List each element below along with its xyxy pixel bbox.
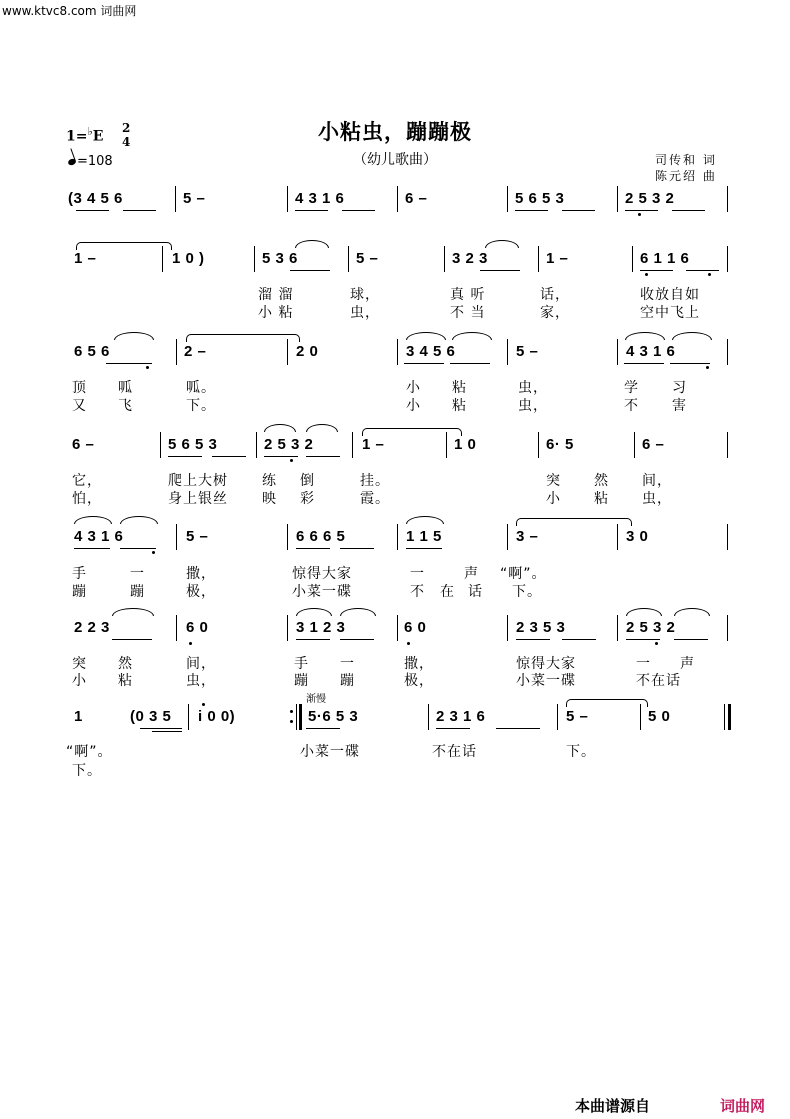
measure: 5 – [516,343,539,360]
lyric-line-2: 虫， [642,491,672,507]
measure: 6 – [642,436,665,453]
lyric-line-1: 撒， [404,656,434,672]
low-octave-dot [152,551,155,554]
beam-underline [340,548,374,549]
lyric-line-1: 练 [262,473,277,489]
tie-arc [186,334,300,342]
bar-line [617,524,618,550]
lyric-line-2: 虫， [350,305,380,321]
measure: 2 5 3 2 [264,436,314,453]
measure: 1 – [546,250,569,267]
beam-underline [106,363,152,364]
lyric-line-1: 突 [546,473,561,489]
measure: 1 – [74,250,97,267]
lyric-line-1: 不在话 [432,744,477,760]
lyric-line-2: 彩 [300,491,315,507]
bar-line [538,246,539,272]
beam-underline [140,728,182,729]
beam-underline [306,728,340,729]
measure: 1 1 5 [406,528,442,545]
measure: 3 1 2 3 [296,619,346,636]
bar-line [428,704,429,730]
slur-arc [296,608,332,616]
slur-arc [112,608,154,616]
measure: 1 [74,708,83,725]
beam-underline [74,548,110,549]
measure: 4 3 1 6 [74,528,124,545]
beam-underline [295,210,328,211]
ritardando-mark: 渐慢 [306,694,326,705]
lyric-line-2: 霞。 [360,491,390,507]
beam-underline [624,363,664,364]
beam-underline [76,210,109,211]
measure: 2 5 3 2 [625,190,675,207]
measure: 5 0 [648,708,671,725]
lyric-line-1: 手 [72,566,87,582]
low-octave-dot [708,273,711,276]
measure: 6· 5 [546,436,574,453]
measure: (3 4 5 6 [68,190,123,207]
measure: 5·6 5 3 [308,708,359,725]
lyric-line-2: 虫， [186,673,216,689]
measure: 3 0 [626,528,649,545]
lyric-line-2: 小 [546,491,561,507]
bar-line [188,704,189,730]
lyric-line-1: 突 [72,656,87,672]
lyric-line-1: 声 [464,566,479,582]
slur-arc [120,516,158,524]
lyric-line-1: 话， [540,287,570,303]
beam-underline [480,270,520,271]
lyric-line-2: 下。 [72,763,102,779]
lyric-line-1: 间， [642,473,672,489]
measure: 6 6 6 5 [296,528,346,545]
measure: 2 2 3 [74,619,110,636]
bar-line [287,615,288,641]
beam-underline [342,210,375,211]
meter-top: 2 [122,121,131,135]
key-signature [66,125,103,145]
measure: 3 4 5 6 [406,343,456,360]
bar-line [446,432,447,458]
lyric-line-1: 粘 [452,380,467,396]
time-signature [122,121,130,149]
bar-line [617,339,618,365]
bar-line [507,615,508,641]
bar-line [634,432,635,458]
bar-line [727,246,728,272]
lyric-line-1: 它， [72,473,102,489]
beam-underline [296,548,330,549]
low-octave-dot [407,642,410,645]
song-subtitle: （幼儿歌曲） [353,152,437,168]
lyric-line-1: 呱 [118,380,133,396]
bar-line [175,186,176,212]
lyric-line-2: 家， [540,305,570,321]
lyric-line-1: 然 [594,473,609,489]
beam-underline [516,639,550,640]
lyric-line-1: 小 [406,380,421,396]
lyric-line-1: “啊”。 [500,566,547,582]
slur-arc [264,424,296,432]
lyric-line-1: 惊得大家 [516,656,576,672]
beam-underline [626,639,660,640]
lyric-line-2: 蹦 [72,584,87,600]
lyric-line-2: 话 [468,584,483,600]
lyric-line-1: 呱。 [186,380,216,396]
beam-underline [120,548,156,549]
bar-line [176,615,177,641]
measure: 6 0 [186,619,209,636]
lyric-line-2: 极， [186,584,216,600]
measure: 1 0 ) [172,250,205,267]
lyric-line-2: 小菜一碟 [516,673,576,689]
bar-line [617,615,618,641]
lyric-line-1: 真 听 [450,287,486,303]
measure: 5 – [356,250,379,267]
lyric-line-2: 蹦 [294,673,309,689]
flat-sign: ♭ [87,125,93,138]
measure: 5 6 5 3 [515,190,565,207]
bar-line [727,432,728,458]
slur-arc [406,332,446,340]
lyric-line-1: 溜 溜 [258,287,294,303]
low-octave-dot [146,366,149,369]
bar-line [256,432,257,458]
lyric-line-2: 害 [672,398,687,414]
lyric-line-2: 下。 [186,398,216,414]
lyric-line-2: 粘 [118,673,133,689]
measure: 1 0 [454,436,477,453]
measure: 5 – [186,528,209,545]
slur-arc [114,332,154,340]
measure: 2 3 5 3 [516,619,566,636]
bar-line [287,339,288,365]
bar-line [617,186,618,212]
beam-underline [406,548,442,549]
low-octave-dot [290,459,293,462]
tie-arc [516,518,632,526]
slur-arc [625,332,665,340]
measure: 6 5 6 [74,343,110,360]
tie-arc [76,242,172,250]
lyric-line-1: 撒， [186,566,216,582]
lyric-line-2: 映 [262,491,277,507]
bar-line [507,524,508,550]
lyric-line-2: 不 [624,398,639,414]
beam-underline [496,728,540,729]
beam-underline [404,363,444,364]
slur-arc [485,240,519,248]
lyric-line-1: 顶 [72,380,87,396]
slur-arc [74,516,112,524]
lyric-line-2: 蹦 [130,584,145,600]
measure: 5 – [566,708,589,725]
lyricist-credit: 司传和 词 [655,153,717,167]
lyric-line-1: 手 [294,656,309,672]
measure: 2 0 [296,343,319,360]
lyric-line-1: 然 [118,656,133,672]
bar-line [727,524,728,550]
lyric-line-2: 又 [72,398,87,414]
lyric-line-2: 小 粘 [258,305,294,321]
repeat-bar-thick [299,704,302,730]
measure: 4 3 1 6 [626,343,676,360]
bar-line [397,339,398,365]
beam-underline [112,639,152,640]
beam-underline [625,210,658,211]
final-bar-thin [724,704,725,730]
lyric-line-1: 一 [636,656,651,672]
lyric-line-1: 学 [624,380,639,396]
lyric-line-2: 粘 [594,491,609,507]
bar-line [162,246,163,272]
bar-line [397,524,398,550]
beam-underline [670,363,710,364]
lyric-line-1: 惊得大家 [292,566,352,582]
lyric-line-2: 怕， [72,491,102,507]
bar-line [160,432,161,458]
measure: 6 – [72,436,95,453]
beam-underline [168,456,202,457]
quarter-note-icon [67,158,77,166]
bar-line [397,186,398,212]
lyric-line-1: 一 [130,566,145,582]
bar-line [727,615,728,641]
lyric-line-2: 飞 [118,398,133,414]
bar-line [632,246,633,272]
low-octave-dot [189,642,192,645]
slur-arc [406,516,444,524]
measure: 2 5 3 2 [626,619,676,636]
repeat-bar-thin [296,704,297,730]
beam-underline [672,210,705,211]
beam-underline [562,639,596,640]
lyric-line-2: 虫， [518,398,548,414]
bar-line [444,246,445,272]
slur-arc [340,608,376,616]
beam-underline [152,731,182,732]
beam-underline [450,363,490,364]
beam-underline [340,639,374,640]
lyric-line-2: 下。 [512,584,542,600]
tempo-marking [68,154,113,169]
low-octave-dot [706,366,709,369]
song-title: 小粘虫，蹦蹦极 [318,119,472,144]
bar-line [538,432,539,458]
beam-underline [436,728,470,729]
measure: 6 1 1 6 [640,250,690,267]
key-prefix: 1= [66,128,88,145]
tempo-value: =108 [77,154,113,169]
lyric-line-2: 小 [406,398,421,414]
lyric-line-2: 蹦 [340,673,355,689]
measure: 6 – [405,190,428,207]
measure: 2 – [184,343,207,360]
low-octave-dot [655,642,658,645]
beam-underline [296,639,330,640]
bar-line [254,246,255,272]
slur-arc [626,608,662,616]
bar-line [640,704,641,730]
composer-credit: 陈元绍 曲 [655,169,717,183]
repeat-dot [290,720,293,723]
lyric-line-1: 挂。 [360,473,390,489]
measure: 3 2 3 [452,250,488,267]
measure: (0 3 5 [130,708,172,725]
bar-line [507,186,508,212]
lyric-line-1: 一 [410,566,425,582]
lyric-line-2: 在 [440,584,455,600]
lyric-line-1: “啊”。 [66,744,113,760]
bar-line [727,186,728,212]
beam-underline [686,270,719,271]
low-octave-dot [645,273,648,276]
measure: 5 3 6 [262,250,298,267]
bar-line [557,704,558,730]
bar-line [348,246,349,272]
lyric-line-2: 小 [72,673,87,689]
slur-arc [672,332,712,340]
beam-underline [562,210,595,211]
lyric-line-2: 小菜一碟 [292,584,352,600]
tie-arc [362,428,462,436]
slur-arc [452,332,492,340]
lyric-line-2: 不在话 [636,673,681,689]
lyric-line-2: 身上银丝 [168,491,228,507]
lyric-line-1: 收放自如 [640,287,700,303]
bar-line [176,524,177,550]
final-bar-thick [728,704,731,730]
key-letter: E [92,128,104,145]
repeat-dot [290,710,293,713]
lyric-line-2: 空中飞上 [640,305,700,321]
bar-line [287,524,288,550]
lyric-line-1: 球， [350,287,380,303]
lyric-line-1: 下。 [566,744,596,760]
lyric-line-2: 不 [410,584,425,600]
lyric-line-1: 习 [672,380,687,396]
lyric-line-2: 不 当 [450,305,486,321]
bar-line [397,615,398,641]
lyric-line-1: 倒 [300,473,315,489]
lyric-line-1: 声 [680,656,695,672]
bar-line [352,432,353,458]
beam-underline [306,456,340,457]
measure: 5 6 5 3 [168,436,218,453]
low-octave-dot [638,213,641,216]
slur-arc [306,424,338,432]
lyric-line-1: 间， [186,656,216,672]
measure: 4 3 1 6 [295,190,345,207]
bar-line [507,339,508,365]
lyric-line-1: 一 [340,656,355,672]
beam-underline [290,270,330,271]
lyric-line-1: 虫， [518,380,548,396]
source-note: 本曲谱源自 [575,1097,651,1115]
measure: 3 – [516,528,539,545]
slur-arc [674,608,710,616]
measure: i 0 0) [198,708,236,725]
lyric-line-1: 小菜一碟 [300,744,360,760]
lyric-line-2: 粘 [452,398,467,414]
measure: 5 – [183,190,206,207]
lyric-line-2: 极， [404,673,434,689]
measure: 1 – [362,436,385,453]
beam-underline [640,270,673,271]
meter-bottom: 4 [122,135,131,149]
beam-underline [674,639,708,640]
bar-line [727,339,728,365]
tie-arc [566,699,648,707]
beam-underline [264,456,298,457]
lyric-line-1: 爬上大树 [168,473,228,489]
beam-underline [212,456,246,457]
watermark-url: www.ktvc8.com 词曲网 [2,4,137,18]
beam-underline [123,210,156,211]
beam-underline [515,210,548,211]
slur-arc [295,240,329,248]
high-octave-dot [202,703,205,706]
bar-line [176,339,177,365]
measure: 6 0 [404,619,427,636]
measure: 2 3 1 6 [436,708,486,725]
site-logo[interactable]: 词曲网 [720,1097,766,1115]
bar-line [287,186,288,212]
